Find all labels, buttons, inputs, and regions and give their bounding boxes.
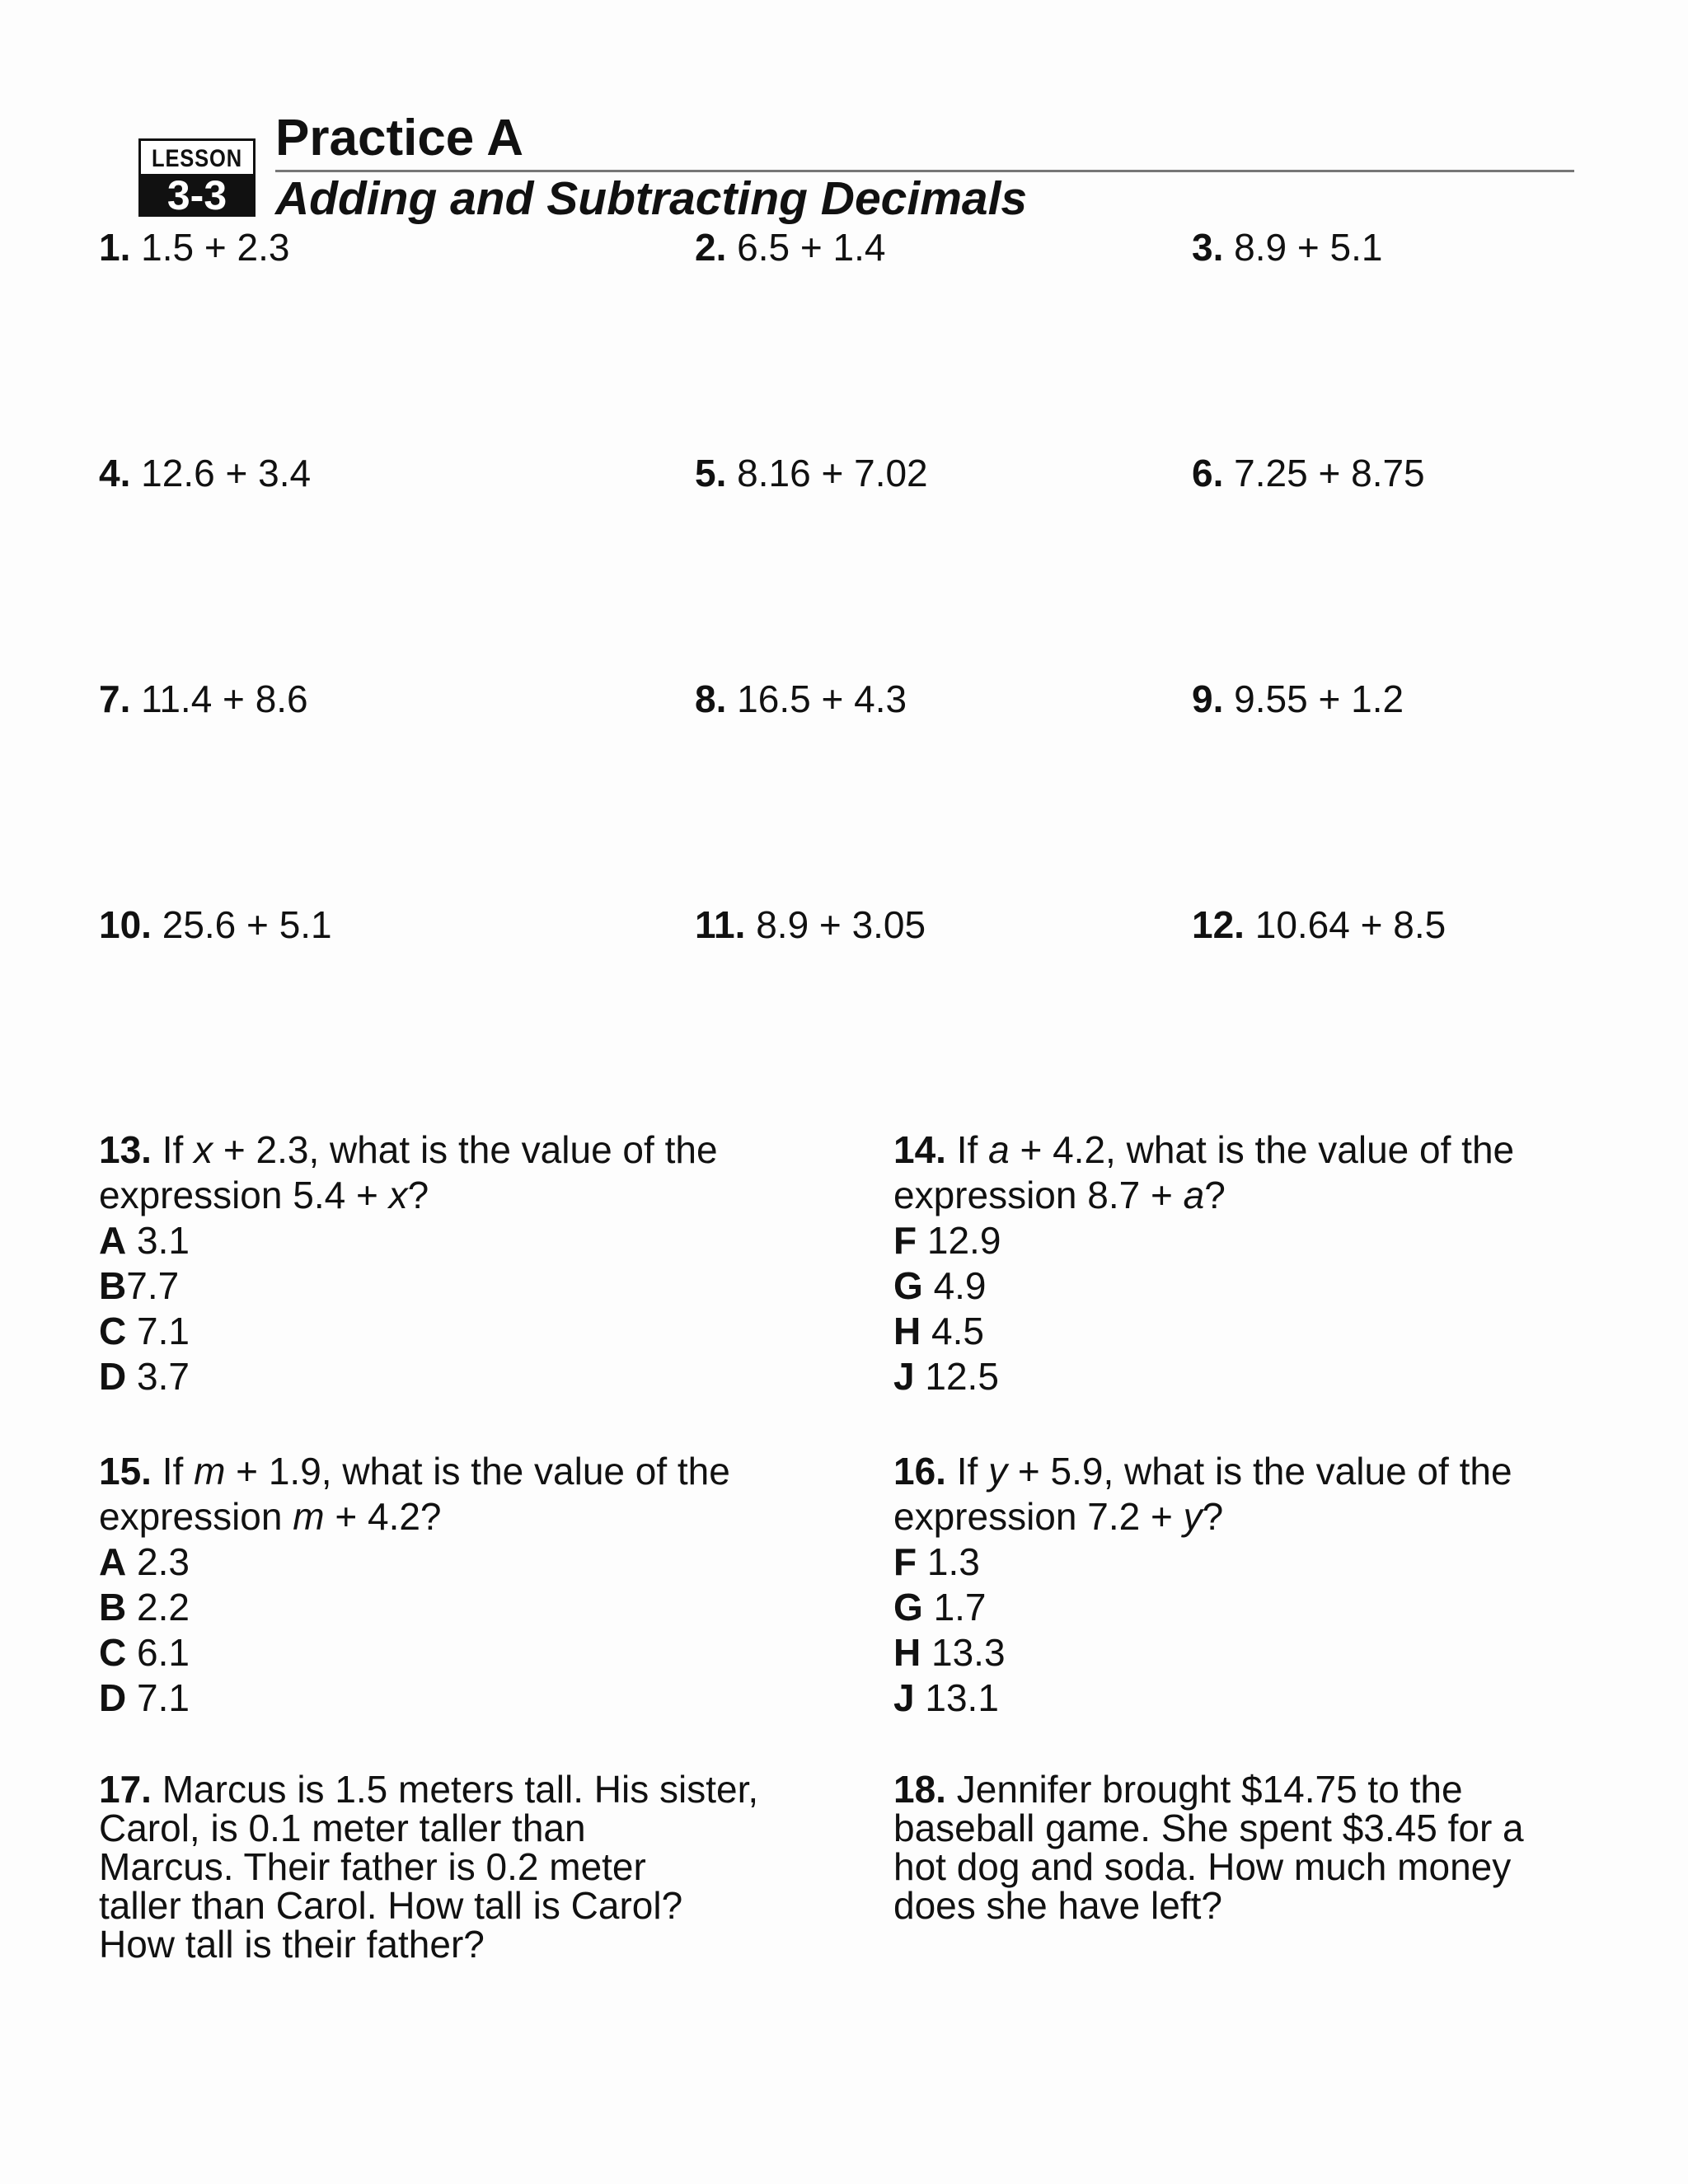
variable: m (293, 1495, 325, 1538)
problem-expression: 25.6 + 5.1 (162, 903, 332, 946)
problem-number: 9. (1192, 677, 1224, 720)
answer-option (893, 1263, 1514, 1309)
question-text: ? (1202, 1495, 1224, 1538)
problem-12 (1192, 902, 1446, 948)
variable: a (988, 1128, 1010, 1171)
variable: x (194, 1128, 213, 1171)
lesson-number: 3-3 (138, 174, 256, 217)
problem-6 (1192, 450, 1425, 496)
problem-expression: 11.4 + 8.6 (141, 677, 308, 720)
variable: a (1183, 1174, 1205, 1216)
question-text: expression 5.4 + (99, 1174, 389, 1216)
problem-number: 16. (893, 1450, 946, 1493)
option-value: 7.7 (126, 1264, 180, 1307)
problem-expression: 7.25 + 8.75 (1234, 452, 1425, 494)
lesson-badge (138, 138, 256, 218)
problem-number: 18. (893, 1768, 946, 1811)
question-text: + 4.2, what is the value of the (1009, 1128, 1515, 1171)
problem-expression: 8.9 + 5.1 (1234, 226, 1383, 269)
option-value: 13.1 (925, 1676, 999, 1719)
problem-17 (99, 1770, 758, 1964)
problem-number: 3. (1192, 226, 1224, 269)
answer-option (99, 1218, 718, 1263)
option-value: 7.1 (137, 1310, 190, 1352)
lesson-label: LESSON (152, 145, 242, 172)
question-text: expression 8.7 + (893, 1174, 1184, 1216)
answer-option (893, 1630, 1512, 1675)
problem-number: 12. (1192, 903, 1245, 946)
answer-option (893, 1354, 1514, 1399)
question-line (99, 1770, 758, 1809)
problem-number: 17. (99, 1768, 152, 1811)
question-text: + 4.2? (324, 1495, 442, 1538)
problem-number: 4. (99, 452, 131, 494)
problem-expression: 9.55 + 1.2 (1234, 677, 1404, 720)
answer-option (99, 1540, 730, 1585)
problem-18 (893, 1770, 1524, 1925)
answer-option (893, 1218, 1514, 1263)
option-letter: G (893, 1586, 923, 1629)
question-line-2 (99, 1173, 718, 1218)
problem-9 (1192, 676, 1404, 722)
problem-15 (99, 1449, 730, 1721)
problem-number: 2. (695, 226, 727, 269)
question-line: does she have left? (893, 1884, 1222, 1927)
option-letter: H (893, 1631, 921, 1674)
answer-option (99, 1585, 730, 1630)
question-text: ? (1204, 1174, 1226, 1216)
question-text: If (956, 1450, 989, 1493)
problem-11 (695, 902, 926, 948)
question-line: Marcus. Their father is 0.2 meter (99, 1845, 646, 1888)
option-letter: F (893, 1540, 917, 1583)
problem-number: 5. (695, 452, 727, 494)
problem-expression: 6.5 + 1.4 (737, 226, 886, 269)
problem-expression: 12.6 + 3.4 (141, 452, 312, 494)
variable: y (988, 1450, 1008, 1493)
answer-option (893, 1309, 1514, 1354)
question-line-1 (893, 1127, 1514, 1173)
option-letter: J (893, 1676, 915, 1719)
option-letter: B (99, 1264, 127, 1307)
option-letter: F (893, 1219, 917, 1262)
option-value: 4.9 (933, 1264, 987, 1307)
problem-number: 14. (893, 1128, 946, 1171)
option-letter: D (99, 1676, 127, 1719)
question-text: expression (99, 1495, 293, 1538)
option-value: 2.3 (137, 1540, 190, 1583)
question-line-2 (893, 1494, 1512, 1540)
option-value: 3.1 (137, 1219, 190, 1262)
question-text: + 2.3, what is the value of the (213, 1128, 718, 1171)
problem-expression: 16.5 + 4.3 (737, 677, 907, 720)
option-letter: J (893, 1355, 915, 1398)
problem-number: 8. (695, 677, 727, 720)
option-letter: B (99, 1586, 127, 1629)
question-line-1 (99, 1127, 718, 1173)
option-value: 6.1 (137, 1631, 190, 1674)
problem-number: 15. (99, 1450, 152, 1493)
answer-option (99, 1263, 718, 1309)
option-letter: G (893, 1264, 923, 1307)
problem-7 (99, 676, 308, 722)
problem-number: 10. (99, 903, 152, 946)
question-line-1 (893, 1449, 1512, 1494)
option-letter: D (99, 1355, 127, 1398)
option-value: 2.2 (137, 1586, 190, 1629)
answer-option (99, 1354, 718, 1399)
question-text: Jennifer brought $14.75 to the (945, 1768, 1463, 1811)
option-letter: A (99, 1219, 127, 1262)
problem-expression: 1.5 + 2.3 (141, 226, 290, 269)
option-value: 12.5 (925, 1355, 999, 1398)
question-text: expression 7.2 + (893, 1495, 1184, 1538)
problem-3 (1192, 224, 1382, 270)
variable: m (194, 1450, 226, 1493)
problem-5 (695, 450, 928, 496)
option-value: 12.9 (926, 1219, 1001, 1262)
problem-expression: 8.9 + 3.05 (756, 903, 926, 946)
option-value: 7.1 (137, 1676, 190, 1719)
answer-option (893, 1540, 1512, 1585)
variable: x (388, 1174, 408, 1216)
problem-4 (99, 450, 311, 496)
problem-expression: 8.16 + 7.02 (737, 452, 928, 494)
question-line: How tall is their father? (99, 1923, 485, 1966)
option-value: 3.7 (137, 1355, 190, 1398)
option-value: 1.3 (926, 1540, 980, 1583)
question-text: + 1.9, what is the value of the (225, 1450, 730, 1493)
problem-number: 1. (99, 226, 131, 269)
problem-number: 13. (99, 1128, 152, 1171)
question-line (893, 1770, 1524, 1809)
option-letter: C (99, 1631, 127, 1674)
problem-16 (893, 1449, 1512, 1721)
answer-option (893, 1675, 1512, 1721)
question-line-2 (893, 1173, 1514, 1218)
question-text: Marcus is 1.5 meters tall. His sister, (151, 1768, 759, 1811)
question-line: hot dog and soda. How much money (893, 1845, 1512, 1888)
problem-number: 6. (1192, 452, 1224, 494)
question-text: ? (407, 1174, 429, 1216)
option-letter: C (99, 1310, 127, 1352)
page-subtitle: Adding and Subtracting Decimals (275, 172, 1028, 225)
option-letter: H (893, 1310, 921, 1352)
question-line-1 (99, 1449, 730, 1494)
problem-14 (893, 1127, 1514, 1399)
problem-number: 7. (99, 677, 131, 720)
answer-option (99, 1630, 730, 1675)
problem-expression: 10.64 + 8.5 (1254, 903, 1447, 946)
question-line-2 (99, 1494, 730, 1540)
answer-option (99, 1675, 730, 1721)
question-text: If (162, 1450, 195, 1493)
question-line: baseball game. She spent $3.45 for a (893, 1807, 1524, 1849)
answer-option (893, 1585, 1512, 1630)
problem-number: 11. (695, 903, 746, 946)
question-text: If (956, 1128, 989, 1171)
option-value: 13.3 (931, 1631, 1006, 1674)
problem-8 (695, 676, 907, 722)
variable: y (1183, 1495, 1203, 1538)
option-letter: A (99, 1540, 127, 1583)
question-line: Carol, is 0.1 meter taller than (99, 1807, 586, 1849)
page-title: Practice A (275, 110, 523, 166)
problem-13 (99, 1127, 718, 1399)
problem-10 (99, 902, 332, 948)
option-value: 4.5 (931, 1310, 984, 1352)
question-line: taller than Carol. How tall is Carol? (99, 1884, 683, 1927)
problem-1 (99, 224, 289, 270)
question-text: + 5.9, what is the value of the (1007, 1450, 1512, 1493)
answer-option (99, 1309, 718, 1354)
question-text: If (162, 1128, 195, 1171)
option-value: 1.7 (933, 1586, 987, 1629)
problem-2 (695, 224, 885, 270)
